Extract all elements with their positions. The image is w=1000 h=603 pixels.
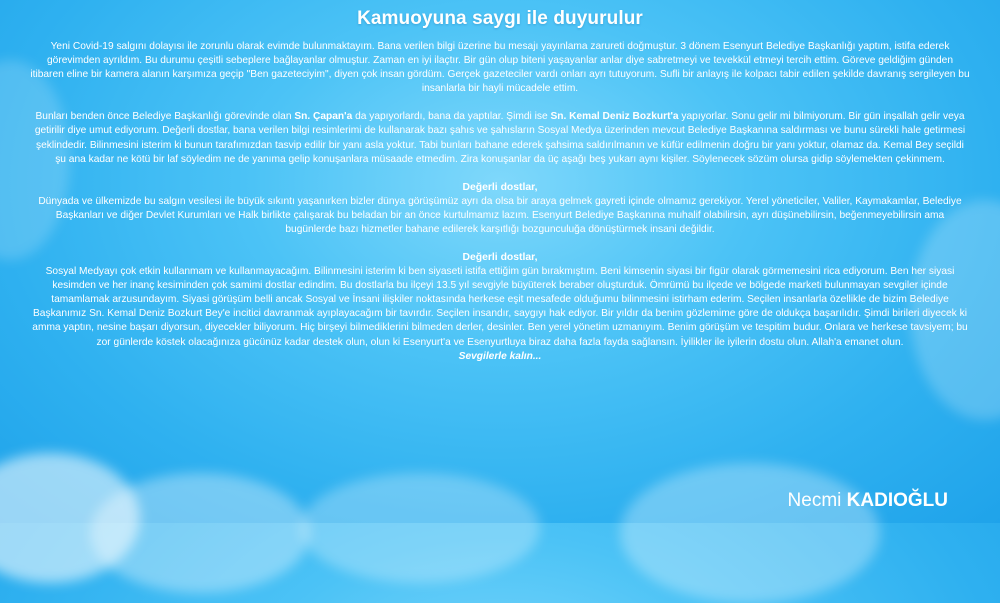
section-heading-2: Değerli dostlar, — [462, 252, 538, 264]
cloud-decoration — [90, 473, 310, 593]
paragraph-1: Yeni Covid-19 salgını dolayısı ile zorunlu olarak evimde bulunmaktayım. Bana verilen bilgi üzerine bu mesajı yayınlama zarureti doğmuştur. 3 dönem Esenyurt Belediye Başkanlığı yaptım, istifa ederek görevimden ayrıldım. Bu durumu çeşitli sebeplere bağlayanlar olmuştur. Zaman en iyi ilaçtır. Bir gün olup biteni yaşayanlar anlar diye sabretmeyi ve tevekkül etmeyi tercih ettim. Göreve geldiğim günden itibaren eline bir kamera alanın karşımıza geçip "Ben gazeteciyim", diyen çok insan gördüm. Gerçek gazeteciler vardı onları ayrı tutuyorum. Sufli bir anlayış ile kolpacı tabir edilen şekilde davranış sergileyen bu insanlarla bir hayli mücadele ettim. — [30, 41, 970, 95]
announcement-body — [30, 8, 970, 364]
section-heading-1: Değerli dostlar, — [462, 181, 538, 193]
closing-line: Sevgilerle kalın... — [458, 350, 542, 362]
paragraph-2-text-a: Bunları benden önce Belediye Başkanlığı görevinde olan — [35, 111, 295, 123]
paragraph-spacer — [30, 237, 970, 251]
paragraph-2 — [30, 110, 970, 166]
signature-last-name: KADIOĞLU — [846, 490, 948, 511]
paragraph-2-text-c: yapıyorlar. Sonu gelir mi bilmiyorum. Bir gün inşallah gelir veya getirilir diye umut ediyorum. Değerli dostlar, bana verilen bilgi resimlerimi de kullanarak bazı şahıs ve şahısların Sosyal Medya üzerinden mevcut Belediye Başkanına saldırması ve bunu sürekli hale getirmesi şeklindedir. Bilinmesini isterim ki bunun tarafımızdan tasvip edilir bir yanı asla yoktur. Tabi bunları bahane ederek şahsima saldırılmanın ve küfür edilmenin doğru bir yanı yoktur, olamaz da. Kemal Bey seçildi şu ana kadar ne kötü bir laf söyledim ne de yanıma gelip konuşanlara müsaade etmedim. Zira konuşanlar da üç aşağı beş yukarı aynı kişiler. Söylenecek sözüm olursa gidip söylemekten çekinmem. — [34, 111, 966, 165]
announcement-title: Kamuoyuna saygı ile duyurulur — [357, 8, 643, 29]
signature — [788, 490, 948, 512]
paragraph-3: Dünyada ve ülkemizde bu salgın vesilesi ile büyük sıkıntı yaşanırken bizler dünya görüşümüz ayrı da olsa bir araya gelmek gayreti içinde olmamız gerekiyor. Yerel yöneticiler, Valiler, Kaymakamlar, Belediye Başkanları ve diğer Devlet Kurumları ve Halk birlikte çalışarak bu beladan bir an önce kurtulmamız lazım. Esenyurt Belediye Başkanına muhalif olabilirsin, ayrı düşünebilirsin, beğenmeyebilirsin ama bugünlerde bazı hizmetler bahane edilerek karşıtlığı bozgunculuğa dönüştürmek insani değildir. — [38, 195, 962, 235]
paragraph-spacer — [30, 96, 970, 110]
paragraph-2-text-b: da yapıyorlardı, bana da yaptılar. Şimdi ise — [352, 111, 551, 123]
cloud-decoration — [620, 463, 880, 603]
paragraph-4: Sosyal Medyayı çok etkin kullanmam ve kullanmayacağım. Bilinmesini isterim ki ben siyaseti istifa ettiğim gün bırakmıştım. Beni kimsenin siyasi bir figür olarak görmemesini rica ediyorum. Ben her siyasi kesimden ve her inanç kesiminden çok samimi dostlar edindim. Bu dostlarla bu ilçeyi 13.5 yıl sevgiyle büyüterek beraber oluşturduk. Ömrümü bu ilçede ve bölgede marketi bulunmayan sevgiler içinde tamamlamak arzusundayım. Siyasi görüşüm belli ancak Sosyal ve İnsani ilişkiler noktasında herkese eşit mesafede olduğumu bilinmesini istirham ederim. Seçilen insanlarla özellikle de bizim Belediye Başkanımız Sn. Kemal Deniz Bozkurt Bey'e incitici davranmak ayıplayacağım bir tavırdır. Seçilen insandır, saygıyı hak ediyor. Bir yıldır da benim gözlemime göre de oldukça başarılıdır. Şimdi birileri diyecek ki amma yaptın, nesine başarı diyorsun, diyecekler biliyorum. Hiç birşeyi bilmediklerini bilmeden derler, desinler. Ben yerel yönetim uzmanıyım. Benim görüşüm ve tespitim budur. Onlara ve herkese tavsiyem; bu zor günlerde köstek olacağınıza gücünüz kadar destek olun, olun ki Esenyurt'a ve Esenyurtluya biraz daha fazla fayda sağlansın. İyilikler ile iyilerin dostu olun. Allah'a emanet olun. — [32, 266, 968, 348]
paragraph-spacer — [30, 167, 970, 181]
cloud-decoration — [300, 473, 540, 583]
name-bozkurt: Sn. Kemal Deniz Bozkurt'a — [550, 111, 679, 123]
name-capan: Sn. Çapan'a — [294, 111, 353, 123]
signature-first-name: Necmi — [787, 490, 842, 511]
